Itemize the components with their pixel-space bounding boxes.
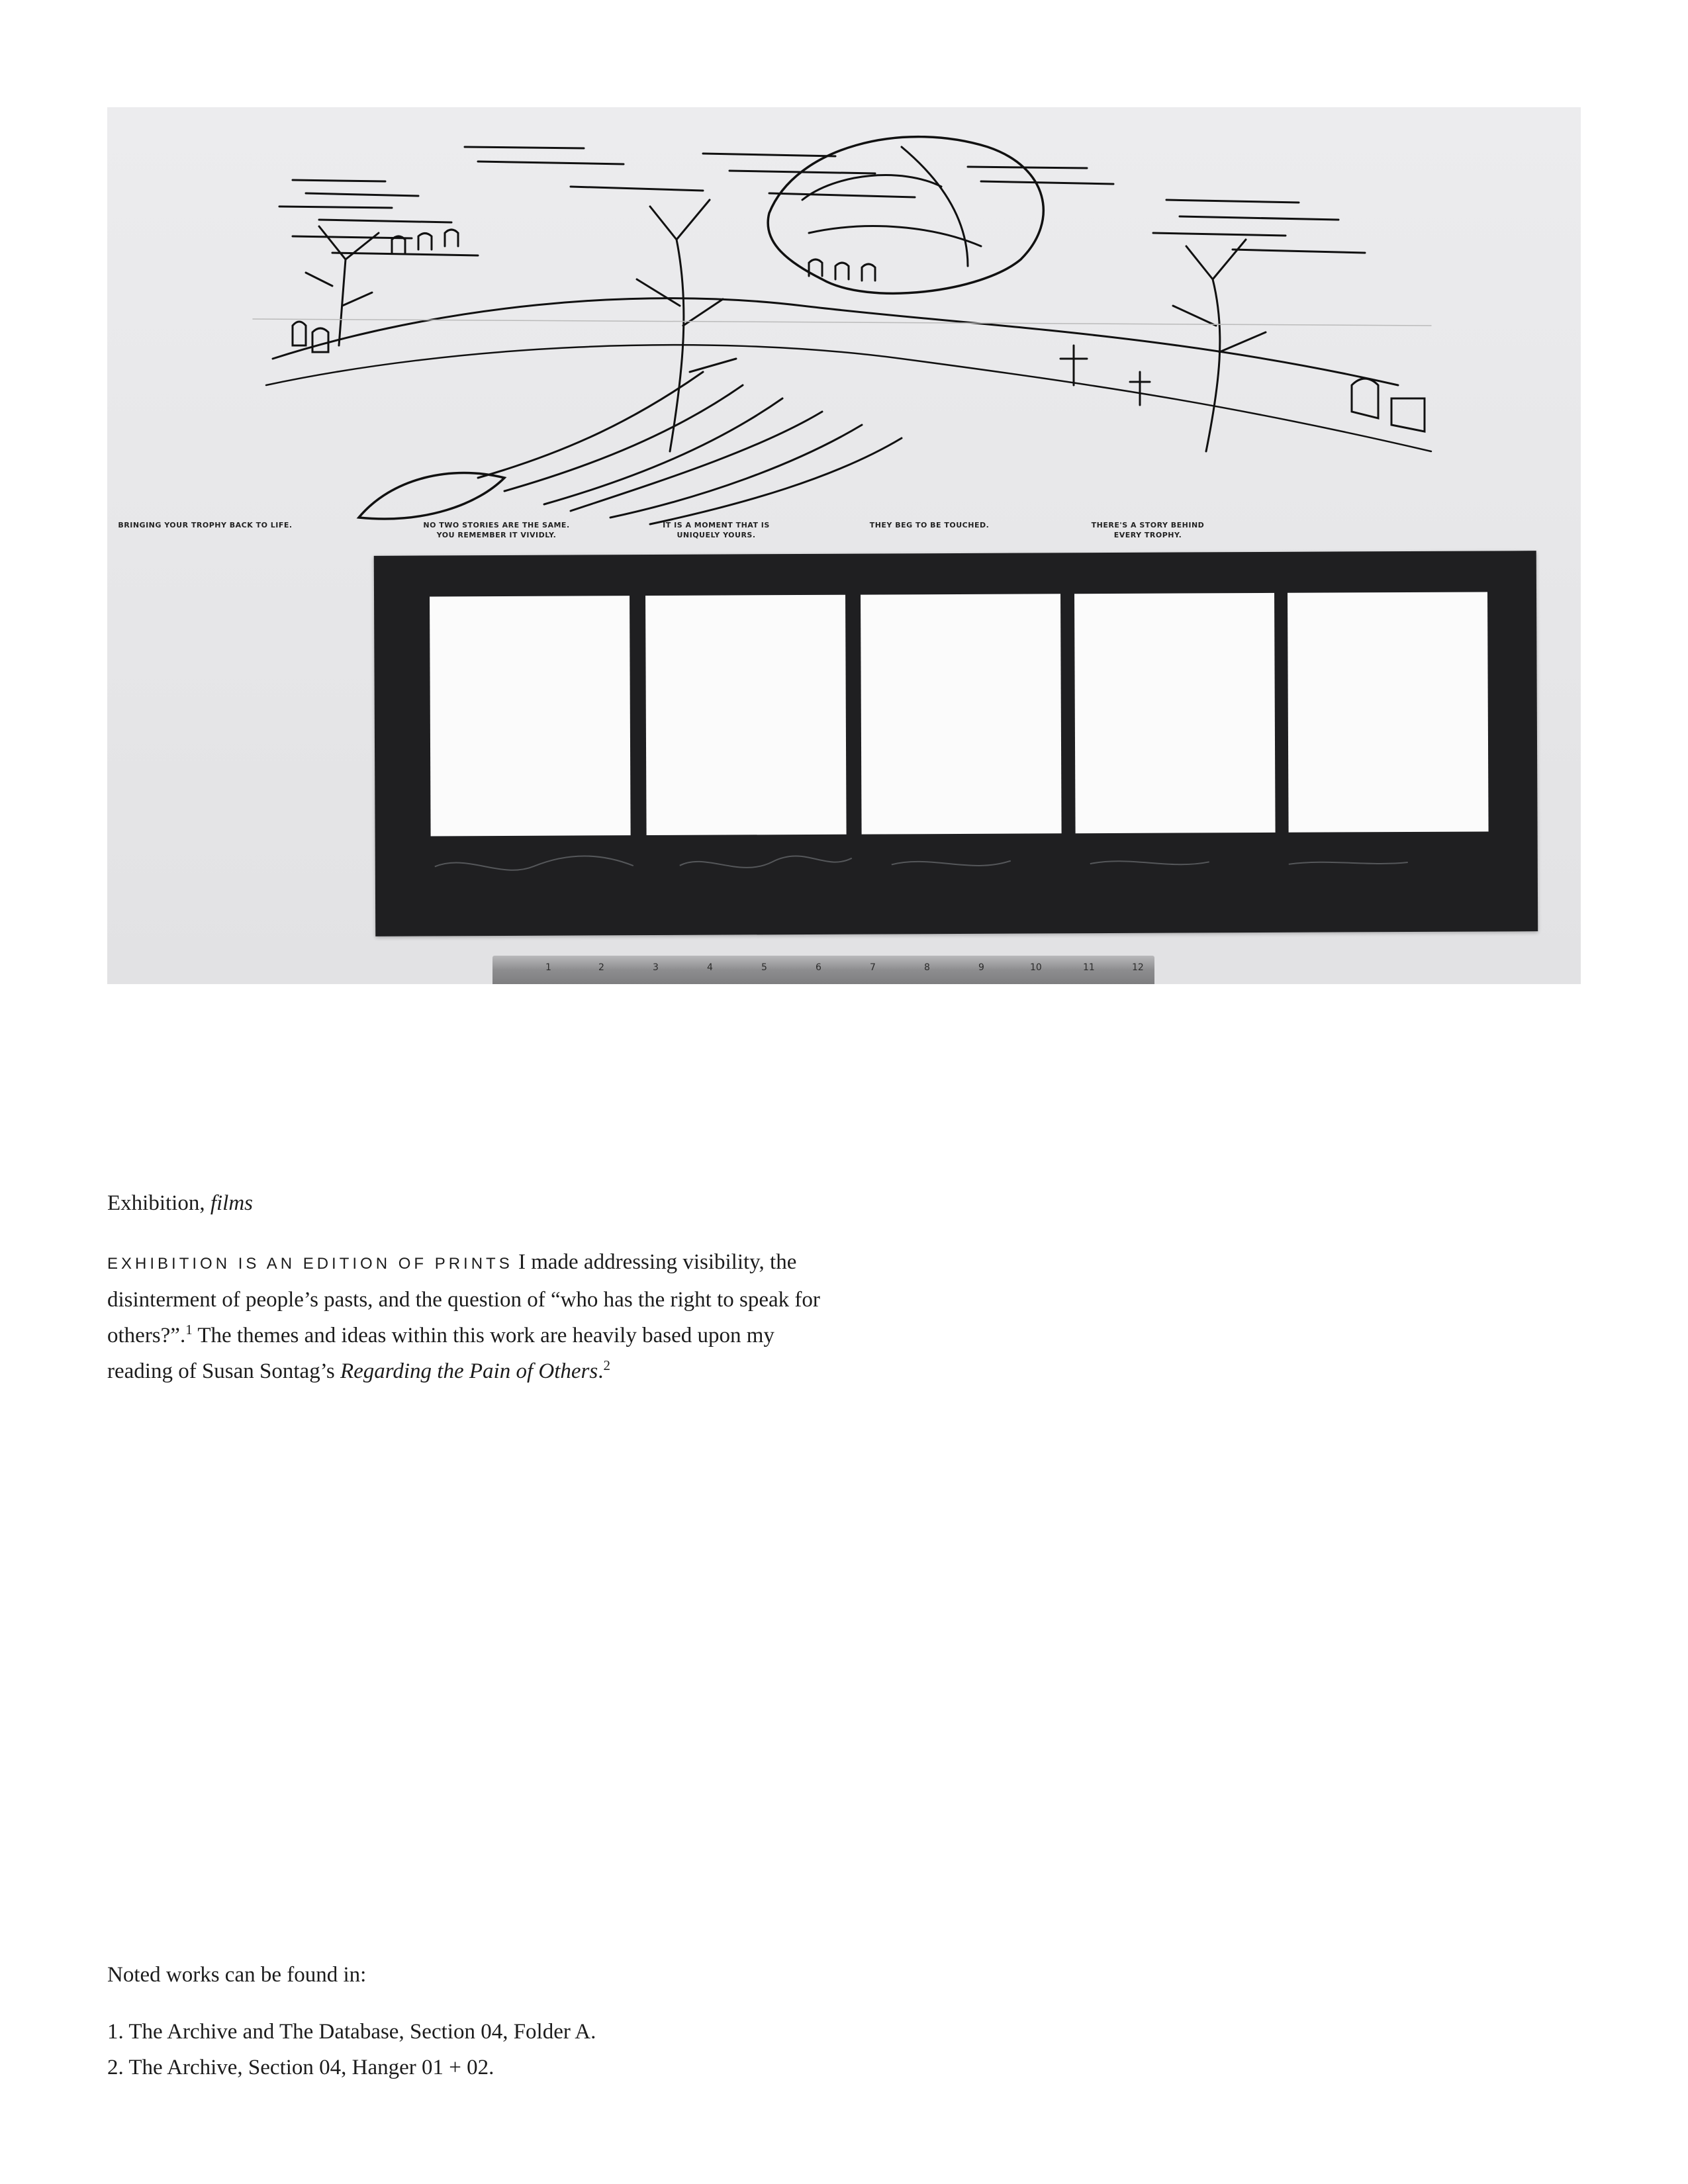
ruler-number: 7 <box>870 962 876 973</box>
title-italic: films <box>210 1191 254 1215</box>
print-window-4 <box>1074 593 1276 833</box>
title-plain: Exhibition, <box>107 1191 211 1215</box>
black-print-mat <box>374 551 1538 936</box>
ruler-number: 2 <box>598 962 604 973</box>
footnote-ref-1: 1 <box>185 1322 193 1338</box>
print-window-5 <box>1288 592 1489 832</box>
drawing-caption-5: THERE'S A STORY BEHIND EVERY TROPHY. <box>1091 521 1205 539</box>
notes-heading: Noted works can be found in: <box>107 1963 367 1987</box>
ruler-number: 3 <box>653 962 659 973</box>
body-text-2: The themes and ideas within this work are heavily based upon my reading of Susan Sontag’s <box>107 1324 774 1383</box>
note-item-1: 1. The Archive and The Database, Section 04, Folder A. <box>107 2020 596 2044</box>
print-window-1 <box>430 596 631 836</box>
ruler-number: 1 <box>545 962 551 973</box>
print-window-3 <box>861 594 1062 834</box>
ruler-number: 6 <box>816 962 821 973</box>
ruler-number: 8 <box>924 962 930 973</box>
artwork-photograph <box>107 107 1581 984</box>
drawing-caption-2: NO TWO STORIES ARE THE SAME. YOU REMEMBER IT VIVIDLY. <box>423 521 570 539</box>
drawing-caption-4: THEY BEG TO BE TOUCHED. <box>869 521 990 529</box>
steel-ruler <box>492 956 1154 984</box>
print-window-2 <box>645 595 847 835</box>
ruler-number: 4 <box>707 962 713 973</box>
graveyard-ink-drawing <box>107 107 1581 570</box>
ruler-number: 11 <box>1083 962 1095 973</box>
note-item-2: 2. The Archive, Section 04, Hanger 01 + 02. <box>107 2056 494 2079</box>
notes-list <box>107 2014 596 2085</box>
ruler-number: 10 <box>1030 962 1042 973</box>
book-title: Regarding the Pain of Others <box>340 1359 598 1383</box>
page-title <box>107 1191 253 1216</box>
footnote-ref-2: 2 <box>603 1357 610 1373</box>
lead-in-smallcaps: EXHIBITION IS AN EDITION OF PRINTS <box>107 1255 513 1273</box>
drawing-caption-1: BRINGING YOUR TROPHY BACK TO LIFE. <box>118 521 293 529</box>
drawing-caption-3: IT IS A MOMENT THAT IS UNIQUELY YOURS. <box>663 521 770 539</box>
pencil-scribble <box>428 842 1474 887</box>
body-text-3: . <box>598 1359 604 1383</box>
body-text-1: I made addressing visibility, the disinterment of people’s pasts, and the question of “who has the right to speak for others?”. <box>107 1250 820 1347</box>
description-paragraph <box>107 1244 842 1389</box>
ruler-number: 12 <box>1132 962 1144 973</box>
ruler-number: 9 <box>978 962 984 973</box>
ruler-number: 5 <box>761 962 767 973</box>
